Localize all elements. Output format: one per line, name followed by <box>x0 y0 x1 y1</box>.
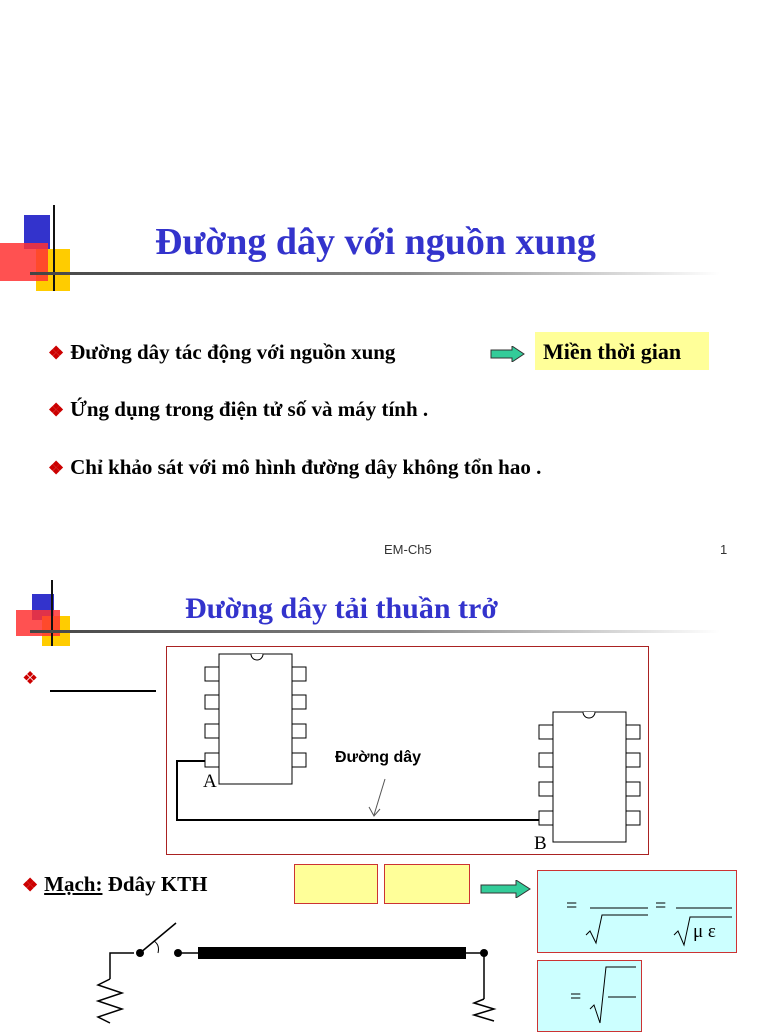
line-bar <box>198 947 466 959</box>
blank-underline <box>50 690 156 692</box>
circuit-text: Đdây KTH <box>107 872 208 896</box>
equals-sign: = <box>655 895 667 917</box>
equals-sign: = <box>566 895 578 917</box>
point-a-label: A <box>203 771 217 792</box>
diamond-bullet-icon: ❖ <box>48 400 65 420</box>
title-divider <box>30 630 720 633</box>
load-resistor-icon <box>474 999 494 1021</box>
diamond-bullet-icon: ❖ <box>22 875 39 895</box>
sqrt-icon <box>588 963 640 1025</box>
slide-logo-icon <box>0 205 90 295</box>
formula-box-1 <box>537 870 737 953</box>
diamond-bullet-icon: ❖ <box>48 343 65 363</box>
circuit-label: Mạch: <box>44 872 103 896</box>
equals-sign: = <box>570 986 582 1008</box>
bullet-3: ❖ Chỉ khảo sát với mô hình đường dây không tổn hao . <box>48 455 542 479</box>
formula-box-2 <box>537 960 642 1032</box>
line-label: Đường dây <box>335 749 422 766</box>
title-divider <box>30 272 720 275</box>
ic-chip-a <box>205 654 306 784</box>
bullet-1: ❖ Đường dây tác động với nguồn xung <box>48 340 396 364</box>
arrow-right-icon <box>480 880 532 898</box>
source-resistor-icon <box>98 979 122 1023</box>
diamond-bullet-icon: ❖ <box>22 668 39 688</box>
empty-box-1 <box>294 864 378 904</box>
slide-2-title: Đường dây tải thuần trở <box>185 592 498 625</box>
time-domain-label: Miền thời gian <box>543 339 682 364</box>
footer-label: EM-Ch5 <box>384 542 432 557</box>
page-title: Đường dây với nguồn xung <box>155 221 596 263</box>
point-b-label: B <box>534 833 547 854</box>
bullet-2: ❖ Ứng dụng trong điện tử số và máy tính . <box>48 397 429 421</box>
arrow-right-icon <box>490 346 526 362</box>
slide-logo-icon <box>14 580 84 650</box>
left-wire <box>110 953 134 979</box>
mu-epsilon: μ ε <box>693 921 716 942</box>
line-diagram <box>166 646 649 855</box>
switch-circuit-drawing <box>90 915 510 1024</box>
circuit-bullet <box>22 872 208 897</box>
ic-chip-b <box>539 712 640 842</box>
diamond-bullet-icon: ❖ <box>48 458 65 478</box>
empty-box-2 <box>384 864 470 904</box>
sqrt-icon <box>584 905 654 945</box>
page-number: 1 <box>720 542 728 557</box>
